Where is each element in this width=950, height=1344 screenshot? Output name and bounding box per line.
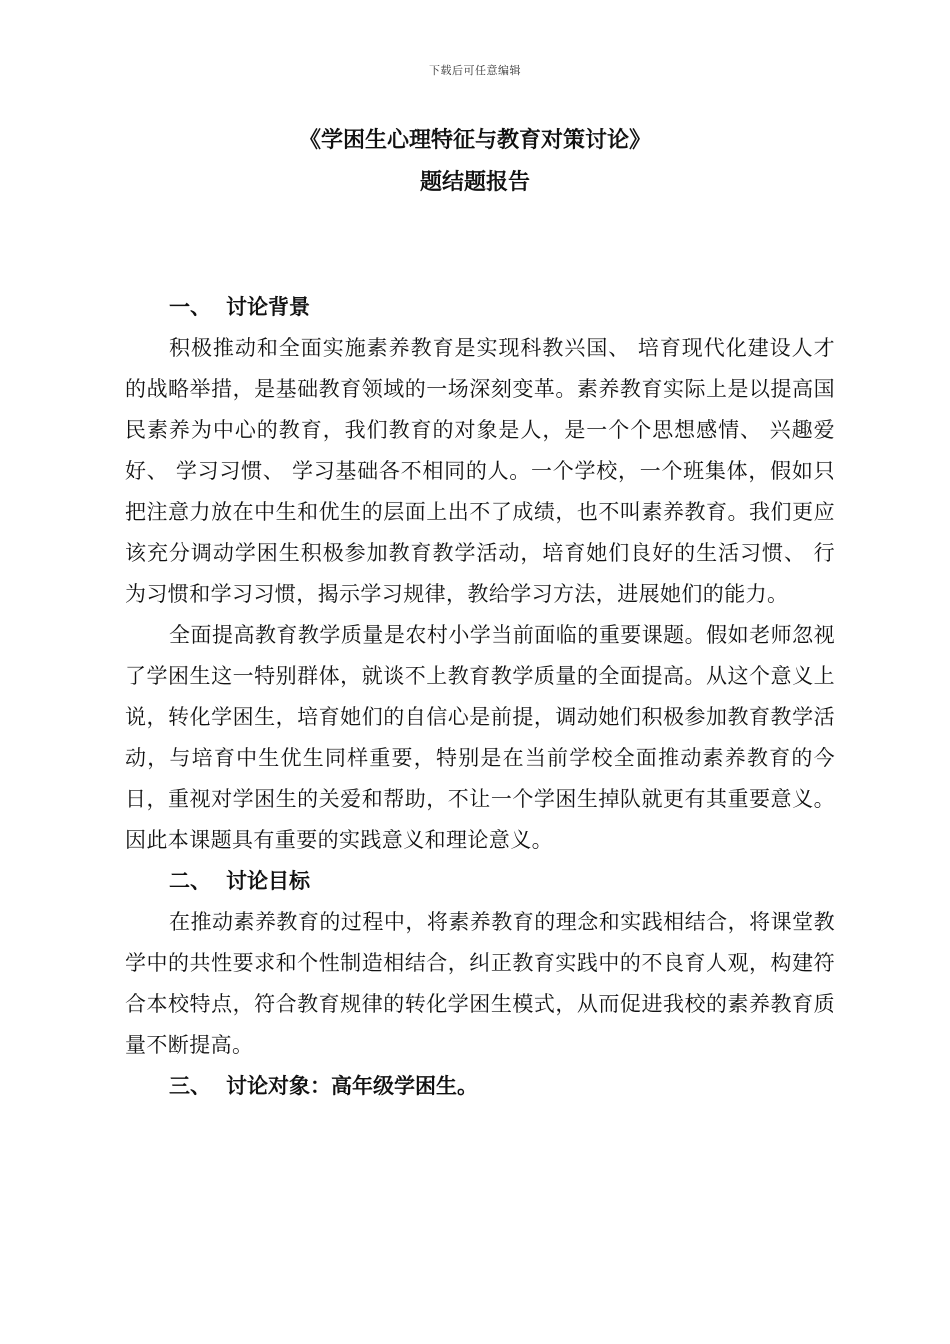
document-subtitle: 题结题报告 (419, 170, 530, 195)
section-heading-text: 讨论对象：高年级学困生。 (226, 1074, 478, 1098)
document-title: 《学困生心理特征与教育对策讨论》 (298, 128, 651, 153)
section-heading (125, 1066, 835, 1107)
header-note: 下载后可任意编辑 (429, 64, 521, 77)
section-number: 一、 (169, 295, 211, 319)
paragraph: 在推动素养教育的过程中，将素养教育的理念和实践相结合，将课堂教学中的共性要求和个性制造相结合，纠正教育实践中的不良育人观，构建符合本校特点，符合教育规律的转化学困生模式，从而促进我校的素养教育质量不断提高。 (125, 910, 835, 1057)
section-number: 二、 (169, 869, 211, 893)
section-heading-text: 讨论目标 (226, 869, 310, 893)
section-goals (125, 861, 835, 1066)
section-heading (125, 287, 835, 328)
paragraph: 积极推动和全面实施素养教育是实现科教兴国、 培育现代化建设人才的战略举措，是基础教育领域的一场深刻变革。素养教育实际上是以提高国民素养为中心的教育，我们教育的对象是人，是一个个思想感情、 兴趣爱好、 学习习惯、 学习基础各不相同的人。一个学校，一个班集体，假如只把注意力放在中生和优生的层面上出不了成绩，也不叫素养教育。我们更应该充分调动学困生积极参加教育教学活动，培育她们良好的生活习惯、 行为习惯和学习习惯，揭示学习规律，教给学习方法，进展她们的能力。 (125, 336, 835, 606)
section-subjects (125, 1066, 835, 1107)
paragraph: 全面提高教育教学质量是农村小学当前面临的重要课题。假如老师忽视了学困生这一特别群体，就谈不上教育教学质量的全面提高。从这个意义上说，转化学困生，培育她们的自信心是前提，调动她们积极参加教育教学活动，与培育中生优生同样重要，特别是在当前学校全面推动素养教育的今日，重视对学困生的关爱和帮助，不让一个学困生掉队就更有其重要意义。因此本课题具有重要的实践意义和理论意义。 (125, 623, 835, 852)
section-background (125, 287, 835, 861)
section-heading-text: 讨论背景 (226, 295, 310, 319)
section-heading (125, 861, 835, 902)
section-number: 三、 (169, 1074, 211, 1098)
document-body (125, 287, 835, 1107)
